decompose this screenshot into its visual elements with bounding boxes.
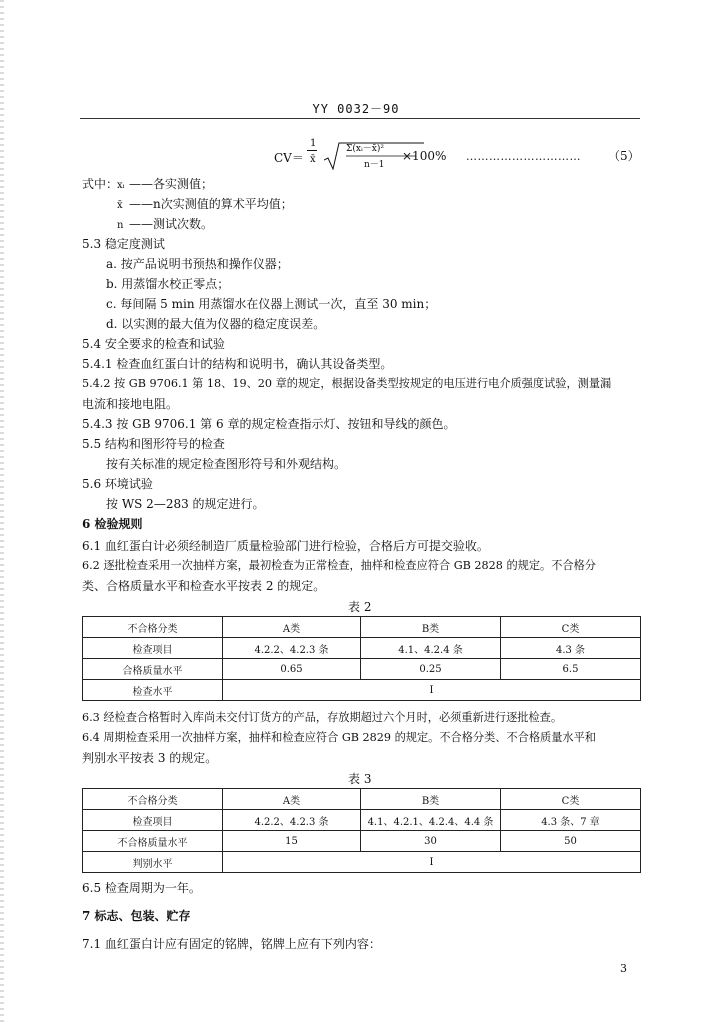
s5-3-item-a: a. 按产品说明书预热和操作仪器；: [106, 257, 289, 271]
table-cell: A类: [223, 789, 361, 810]
table-row: [83, 617, 641, 638]
formula-frac-den: x̄: [310, 154, 316, 165]
s5-3-title: 5.3 稳定度测试: [82, 237, 165, 251]
table-cell: 0.25: [361, 659, 501, 680]
table-cell: 检查项目: [83, 638, 223, 659]
s5-3-item-c: c. 每间隔 5 min 用蒸馏水在仪器上测试一次，直至 30 min；: [106, 297, 437, 311]
where-lead: 式中：: [82, 177, 119, 191]
s5-6-body: 按 WS 2—283 的规定进行。: [106, 497, 265, 511]
table-cell: 检查水平: [83, 680, 223, 701]
table-cell: 合格质量水平: [83, 659, 223, 680]
s5-4-title: 5.4 安全要求的检查和试验: [82, 337, 225, 351]
s6-1: 6.1 血红蛋白计必须经制造厂质量检验部门进行检验，合格后方可提交验收。: [82, 539, 489, 553]
table-cell: 4.1、4.2.1、4.2.4、4.4 条: [361, 810, 501, 831]
s6-2-line2: 类、合格质量水平和检查水平按表 2 的规定。: [82, 579, 326, 593]
standard-header: YY 0032－90: [312, 102, 400, 116]
where-desc-3: ——测试次数。: [129, 217, 214, 231]
formula-frac-num: 1: [310, 138, 317, 149]
s7-title: 7 标志、包装、贮存: [82, 909, 191, 923]
table-cell: 4.2.2、4.2.3 条: [223, 638, 361, 659]
s6-4-line2: 判别水平按表 3 的规定。: [82, 751, 218, 765]
s6-5: 6.5 检查周期为一年。: [82, 881, 201, 895]
s5-5-body: 按有关标准的规定检查图形符号和外观结构。: [106, 457, 347, 471]
table-cell: Ⅰ: [223, 852, 641, 873]
s5-5-title: 5.5 结构和图形符号的检查: [82, 437, 225, 451]
scan-edge: [0, 0, 4, 1024]
table-cell: C类: [501, 789, 641, 810]
table-3: [82, 788, 641, 873]
table-row: [83, 831, 641, 852]
s6-4-line1: 6.4 周期检查采用一次抽样方案，抽样和检查应符合 GB 2829 的规定。不合格分类、不合格质量水平和: [82, 731, 596, 744]
where-sym-2: x̄: [117, 200, 123, 211]
table-row: [83, 680, 641, 701]
table3-caption: 表 3: [348, 772, 372, 786]
table-cell: 4.3 条: [501, 638, 641, 659]
formula-sqrt-num: Σ(xᵢ－x̄)²: [346, 144, 384, 154]
table-cell: 50: [501, 831, 641, 852]
s6-title: 6 检验规则: [82, 517, 143, 531]
s5-3-item-b: b. 用蒸馏水校正零点；: [106, 277, 230, 291]
table-cell: A类: [223, 617, 361, 638]
table-cell: 4.3 条、7 章: [501, 810, 641, 831]
s7-1: 7.1 血红蛋白计应有固定的铭牌，铭牌上应有下列内容：: [82, 937, 381, 951]
table-row: [83, 852, 641, 873]
table-cell: 不合格分类: [83, 617, 223, 638]
table-cell: 不合格质量水平: [83, 831, 223, 852]
table-cell: 0.65: [223, 659, 361, 680]
s5-6-title: 5.6 环境试验: [82, 477, 153, 491]
formula-frac-bar: [307, 150, 317, 151]
s5-4-3: 5.4.3 按 GB 9706.1 第 6 章的规定检查指示灯、按钮和导线的颜色。: [82, 417, 456, 431]
s6-3: 6.3 经检查合格暂时入库尚未交付订货方的产品，存放期超过六个月时，必须重新进行逐批检查。: [82, 711, 563, 724]
table-cell: 30: [361, 831, 501, 852]
header-rule: [80, 118, 640, 119]
s5-3-item-d: d. 以实测的最大值为仪器的稳定度误差。: [106, 317, 326, 331]
where-sym-3: n: [117, 220, 124, 231]
formula-sqrt-den: n－1: [364, 160, 385, 170]
table-cell: 4.2.2、4.2.3 条: [223, 810, 361, 831]
table-cell: B类: [361, 789, 501, 810]
table-cell: 检查项目: [83, 810, 223, 831]
table-cell: Ⅰ: [223, 680, 641, 701]
s6-2-line1: 6.2 逐批检查采用一次抽样方案，最初检查为正常检查，抽样和检查应符合 GB 2828 的规定。不合格分: [82, 559, 596, 572]
table-row: [83, 638, 641, 659]
table2-caption: 表 2: [348, 600, 372, 614]
table-cell: 6.5: [501, 659, 641, 680]
table-row: [83, 810, 641, 831]
table-row: [83, 789, 641, 810]
where-desc-2: ——n次实测值的算术平均值；: [129, 197, 293, 211]
where-sym-1: xᵢ: [117, 180, 125, 191]
table-cell: B类: [361, 617, 501, 638]
where-desc-1: ——各实测值；: [129, 177, 214, 191]
table-cell: C类: [501, 617, 641, 638]
s5-4-1: 5.4.1 检查血红蛋白计的结构和说明书，确认其设备类型。: [82, 357, 393, 371]
table-cell: 15: [223, 831, 361, 852]
table-cell: 不合格分类: [83, 789, 223, 810]
formula-number: （5）: [608, 149, 640, 163]
s5-4-2-line2: 电流和接地电阻。: [82, 397, 179, 411]
s5-4-2-line1: 5.4.2 按 GB 9706.1 第 18、19、20 章的规定，根据设备类型按规定的电压进行电介质强度试验，测量漏: [82, 377, 612, 390]
table-row: [83, 659, 641, 680]
formula-lhs: CV＝: [274, 151, 304, 165]
formula-tail: ×100%: [402, 149, 447, 163]
page-number: 3: [620, 962, 627, 975]
formula-leader-dots: …………………………: [466, 150, 581, 163]
table-2: [82, 616, 641, 701]
table-cell: 判别水平: [83, 852, 223, 873]
table-cell: 4.1、4.2.4 条: [361, 638, 501, 659]
